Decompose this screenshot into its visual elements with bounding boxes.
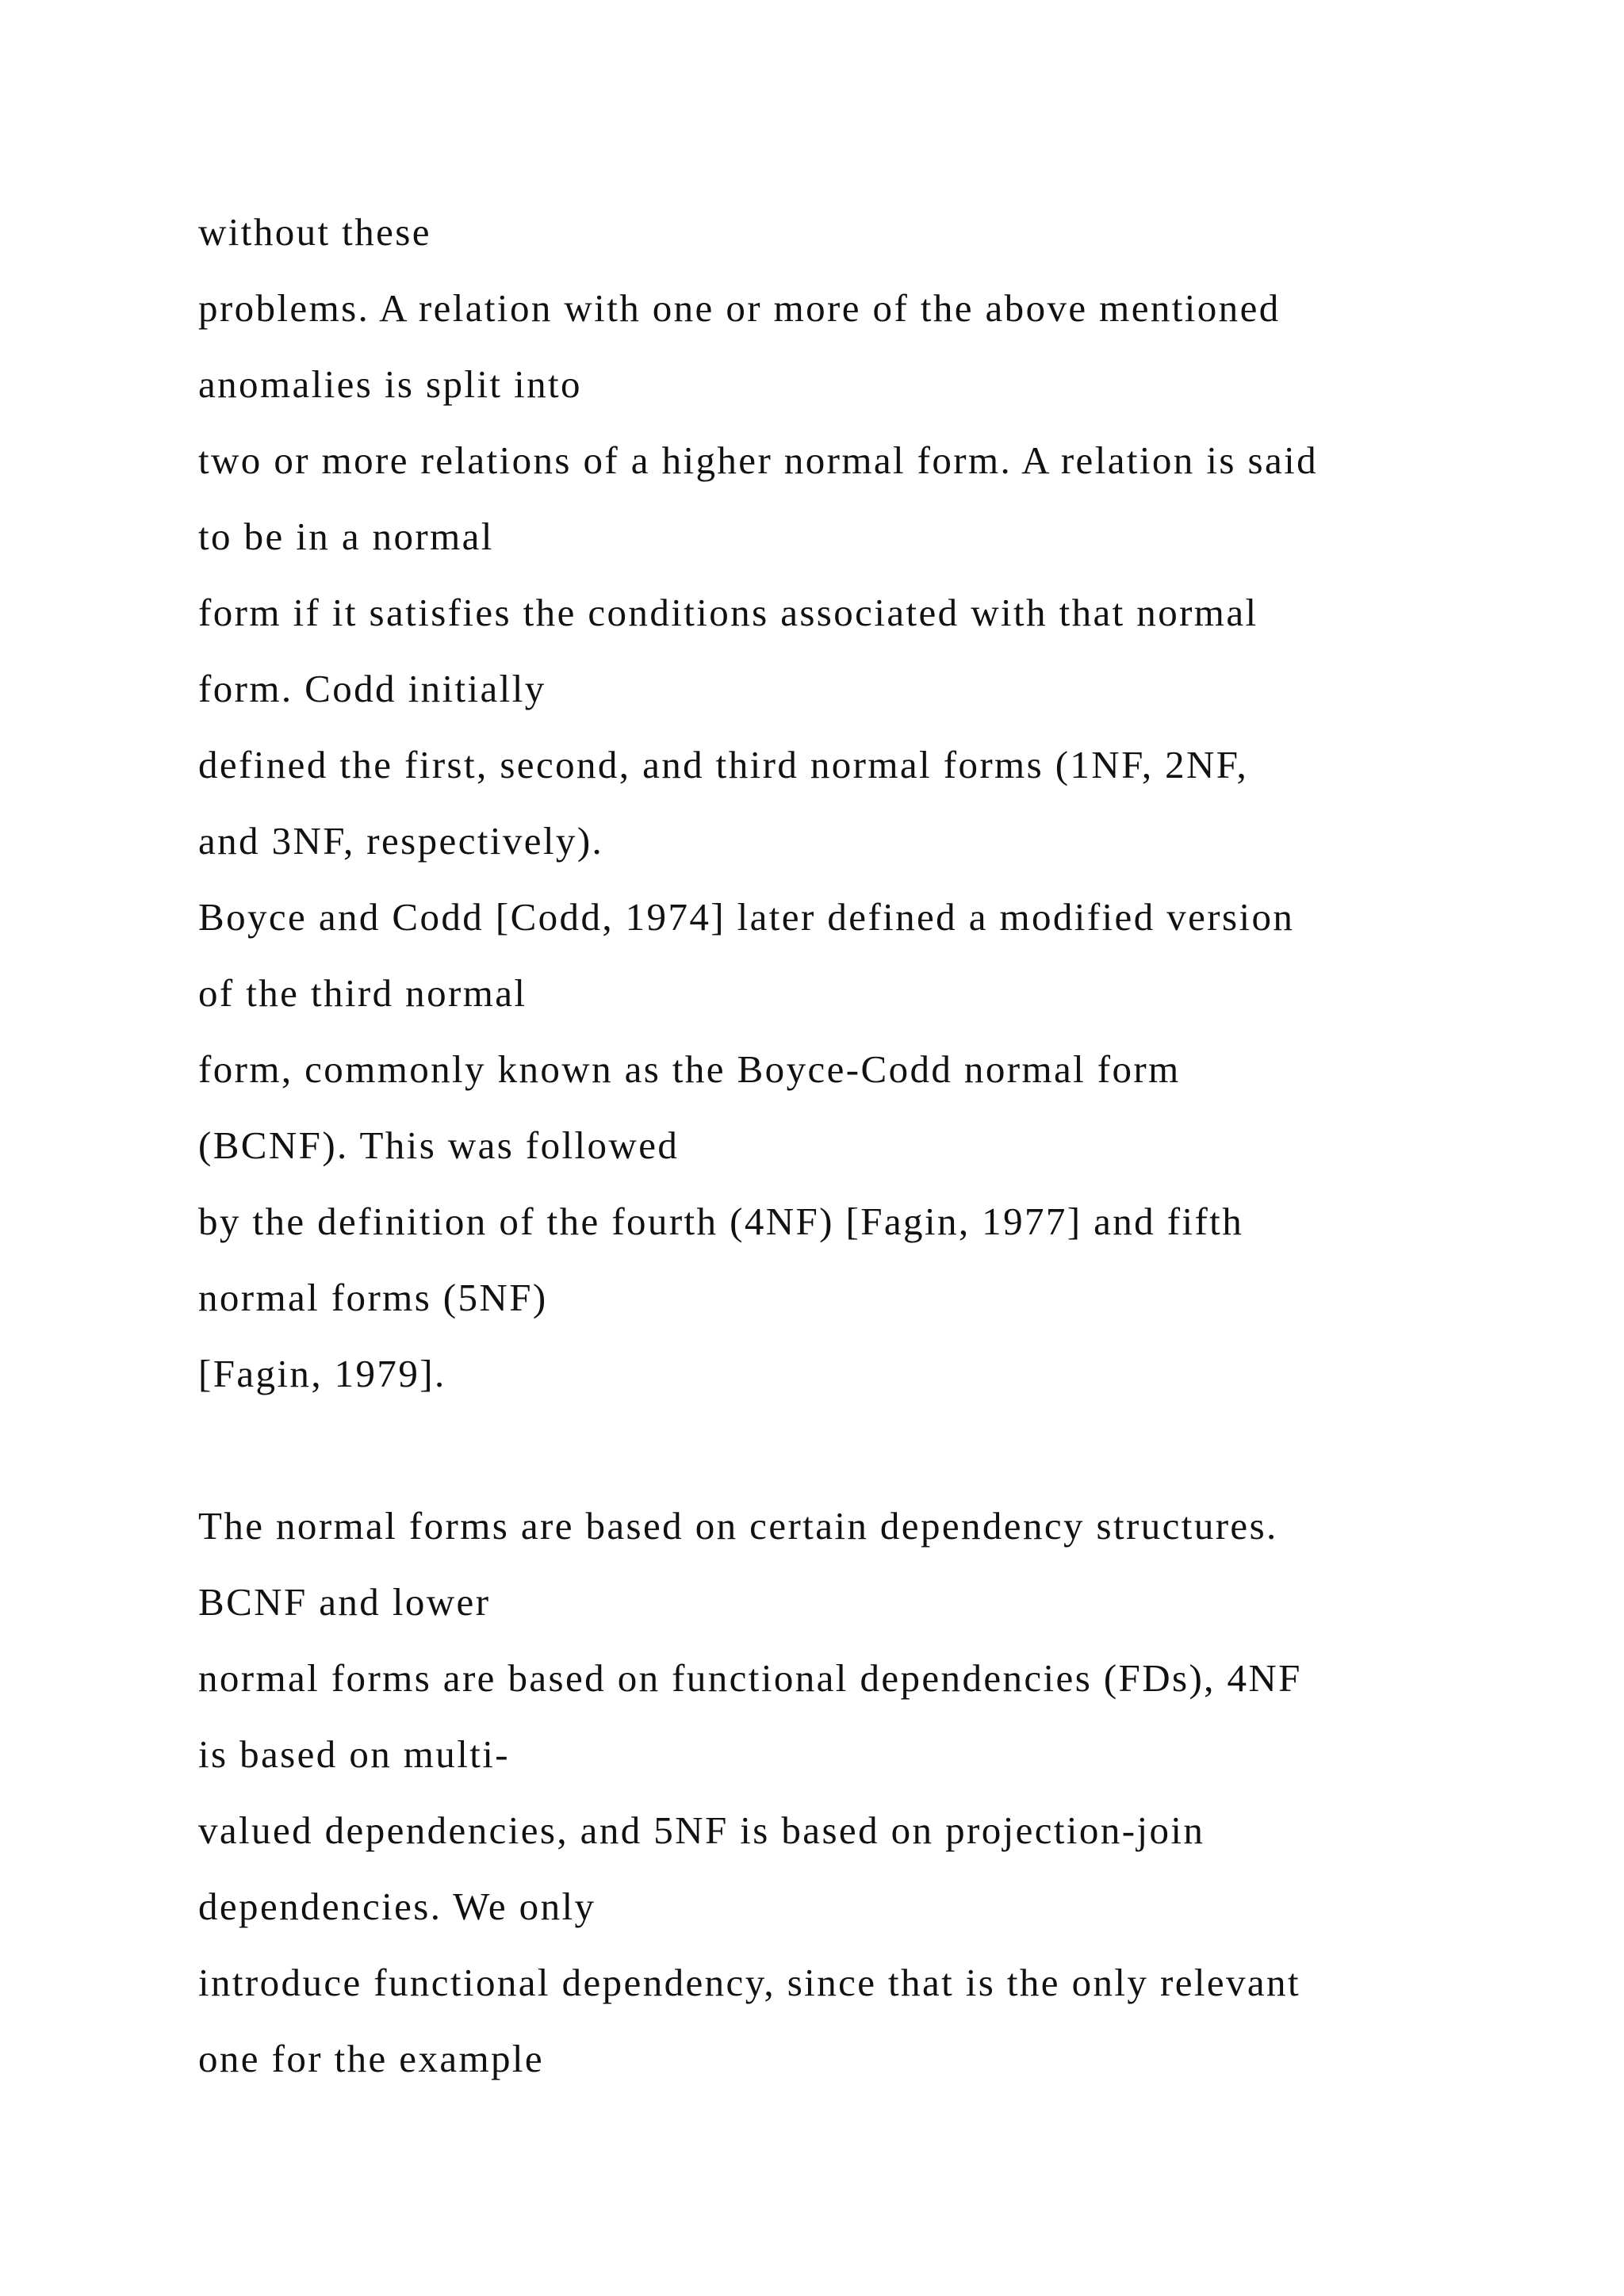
paragraph-break <box>198 1412 1546 1488</box>
text-line: is based on multi- <box>198 1732 510 1776</box>
text-line: form. Codd initially <box>198 667 546 710</box>
text-line: valued dependencies, and 5NF is based on projection-join <box>198 1808 1205 1852</box>
text-line: normal forms are based on functional dependencies (FDs), 4NF <box>198 1656 1302 1700</box>
document-body <box>198 194 1546 2097</box>
text-line: of the third normal <box>198 971 527 1015</box>
text-line: form, commonly known as the Boyce-Codd normal form <box>198 1047 1181 1091</box>
text-line: dependencies. We only <box>198 1885 596 1928</box>
text-line: and 3NF, respectively). <box>198 819 604 863</box>
text-line: BCNF and lower <box>198 1580 491 1624</box>
text-line: defined the first, second, and third normal forms (1NF, 2NF, <box>198 743 1249 786</box>
text-line: to be in a normal <box>198 515 494 558</box>
text-line: Boyce and Codd [Codd, 1974] later defined a modified version <box>198 895 1295 939</box>
text-line: [Fagin, 1979]. <box>198 1352 446 1395</box>
text-line: two or more relations of a higher normal form. A relation is said <box>198 438 1319 482</box>
text-line: anomalies is split into <box>198 362 582 406</box>
text-line: normal forms (5NF) <box>198 1276 548 1319</box>
text-line: (BCNF). This was followed <box>198 1123 680 1167</box>
text-line: form if it satisfies the conditions associated with that normal <box>198 591 1258 634</box>
text-line: one for the example <box>198 2037 545 2080</box>
text-line: introduce functional dependency, since that is the only relevant <box>198 1961 1300 2004</box>
text-line: by the definition of the fourth (4NF) [Fagin, 1977] and fifth <box>198 1200 1244 1243</box>
text-line: problems. A relation with one or more of the above mentioned <box>198 286 1281 330</box>
text-line: The normal forms are based on certain dependency structures. <box>198 1504 1278 1548</box>
text-line: without these <box>198 210 431 254</box>
